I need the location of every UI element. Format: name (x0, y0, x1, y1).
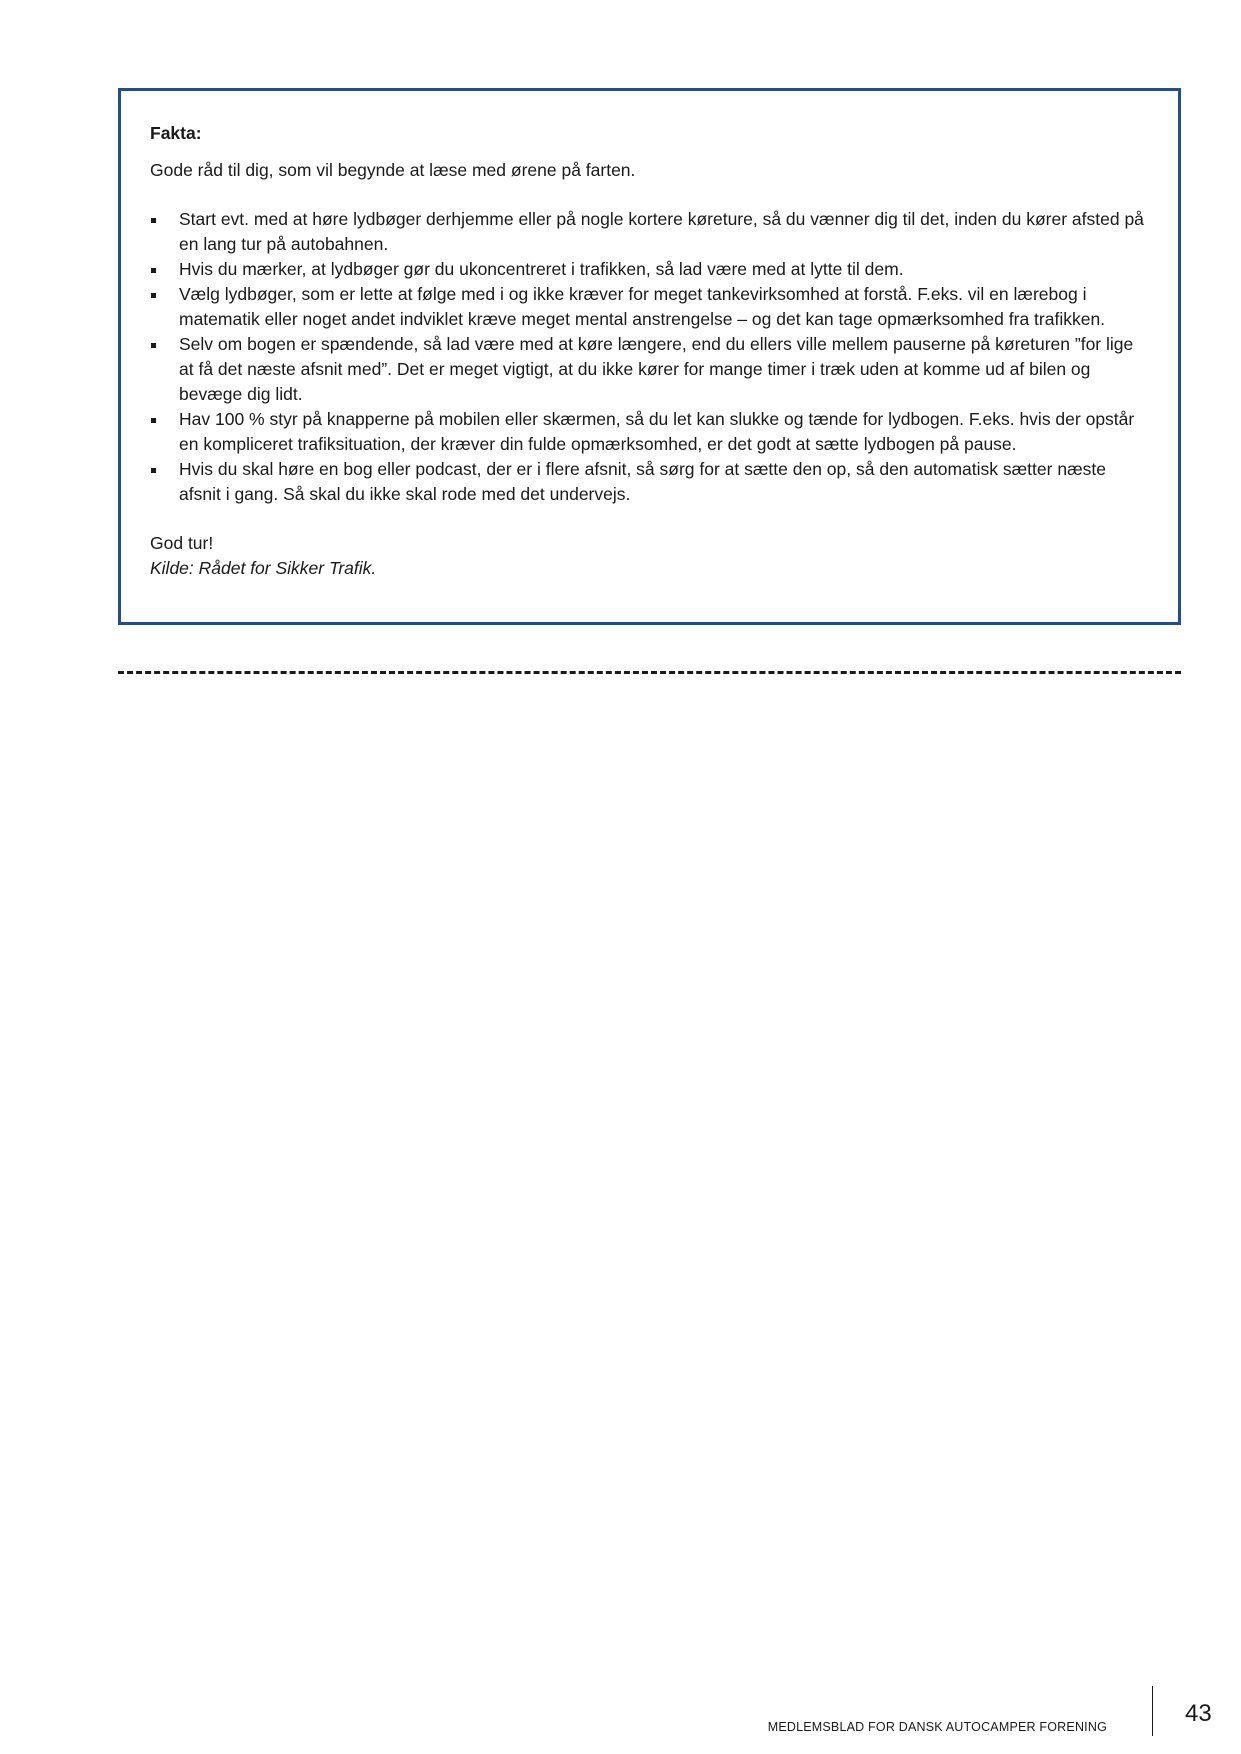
list-item (150, 207, 1148, 257)
list-item (150, 407, 1148, 457)
list-item (150, 457, 1148, 507)
list-item (150, 332, 1148, 407)
list-item (150, 282, 1148, 332)
list-item (150, 257, 1148, 282)
fact-box-title: Fakta: (150, 123, 202, 143)
dashed-divider (118, 671, 1181, 674)
bullet-icon (151, 418, 156, 423)
list-item-text: Start evt. med at høre lydbøger derhjemme eller på nogle kortere køreture, så du vænner dig til det, inden du kører afsted på en lang tur på autobahnen. (179, 209, 1144, 254)
bullet-icon (151, 293, 156, 298)
list-item-text: Hav 100 % styr på knapperne på mobilen eller skærmen, så du let kan slukke og tænde for lydbogen. F.eks. hvis der opstår en kompliceret trafiksituation, der kræver din fulde opmærksomhed, er det godt at sætte lydbogen på pause. (179, 409, 1135, 454)
fact-box-outro: God tur! (150, 533, 214, 553)
fact-box-intro: Gode råd til dig, som vil begynde at læse med ørene på farten. (150, 160, 636, 180)
footer-divider (1152, 1686, 1153, 1736)
list-item-text: Hvis du mærker, at lydbøger gør du ukoncentreret i trafikken, så lad være med at lytte til dem. (179, 259, 904, 279)
bullet-icon (151, 268, 156, 273)
fact-box (118, 88, 1181, 625)
fact-list (150, 207, 1148, 507)
list-item-text: Selv om bogen er spændende, så lad være med at køre længere, end du ellers ville mellem pauserne på køreturen ”for lige at få det næste afsnit med”. Det er meget vigtigt, at du ikke kører for mange timer i træk uden at komme ud af bilen og bevæge dig lidt. (179, 334, 1134, 404)
footer-publication: MEDLEMSBLAD FOR DANSK AUTOCAMPER FORENING (767, 1720, 1107, 1734)
bullet-icon (151, 468, 156, 473)
page-number: 43 (1185, 1700, 1212, 1727)
list-item-text: Vælg lydbøger, som er lette at følge med i og ikke kræver for meget tankevirksomhed at forstå. F.eks. vil en lærebog i matematik eller noget andet indviklet kræve meget mental anstrengelse – og det kan tage opmærksomhed fra trafikken. (179, 284, 1106, 329)
list-item-text: Hvis du skal høre en bog eller podcast, der er i flere afsnit, så sørg for at sætte den op, så den automatisk sætter næste afsnit i gang. Så skal du ikke skal rode med det undervejs. (179, 459, 1106, 504)
bullet-icon (151, 343, 156, 348)
bullet-icon (151, 218, 156, 223)
fact-box-source: Kilde: Rådet for Sikker Trafik. (150, 558, 377, 578)
